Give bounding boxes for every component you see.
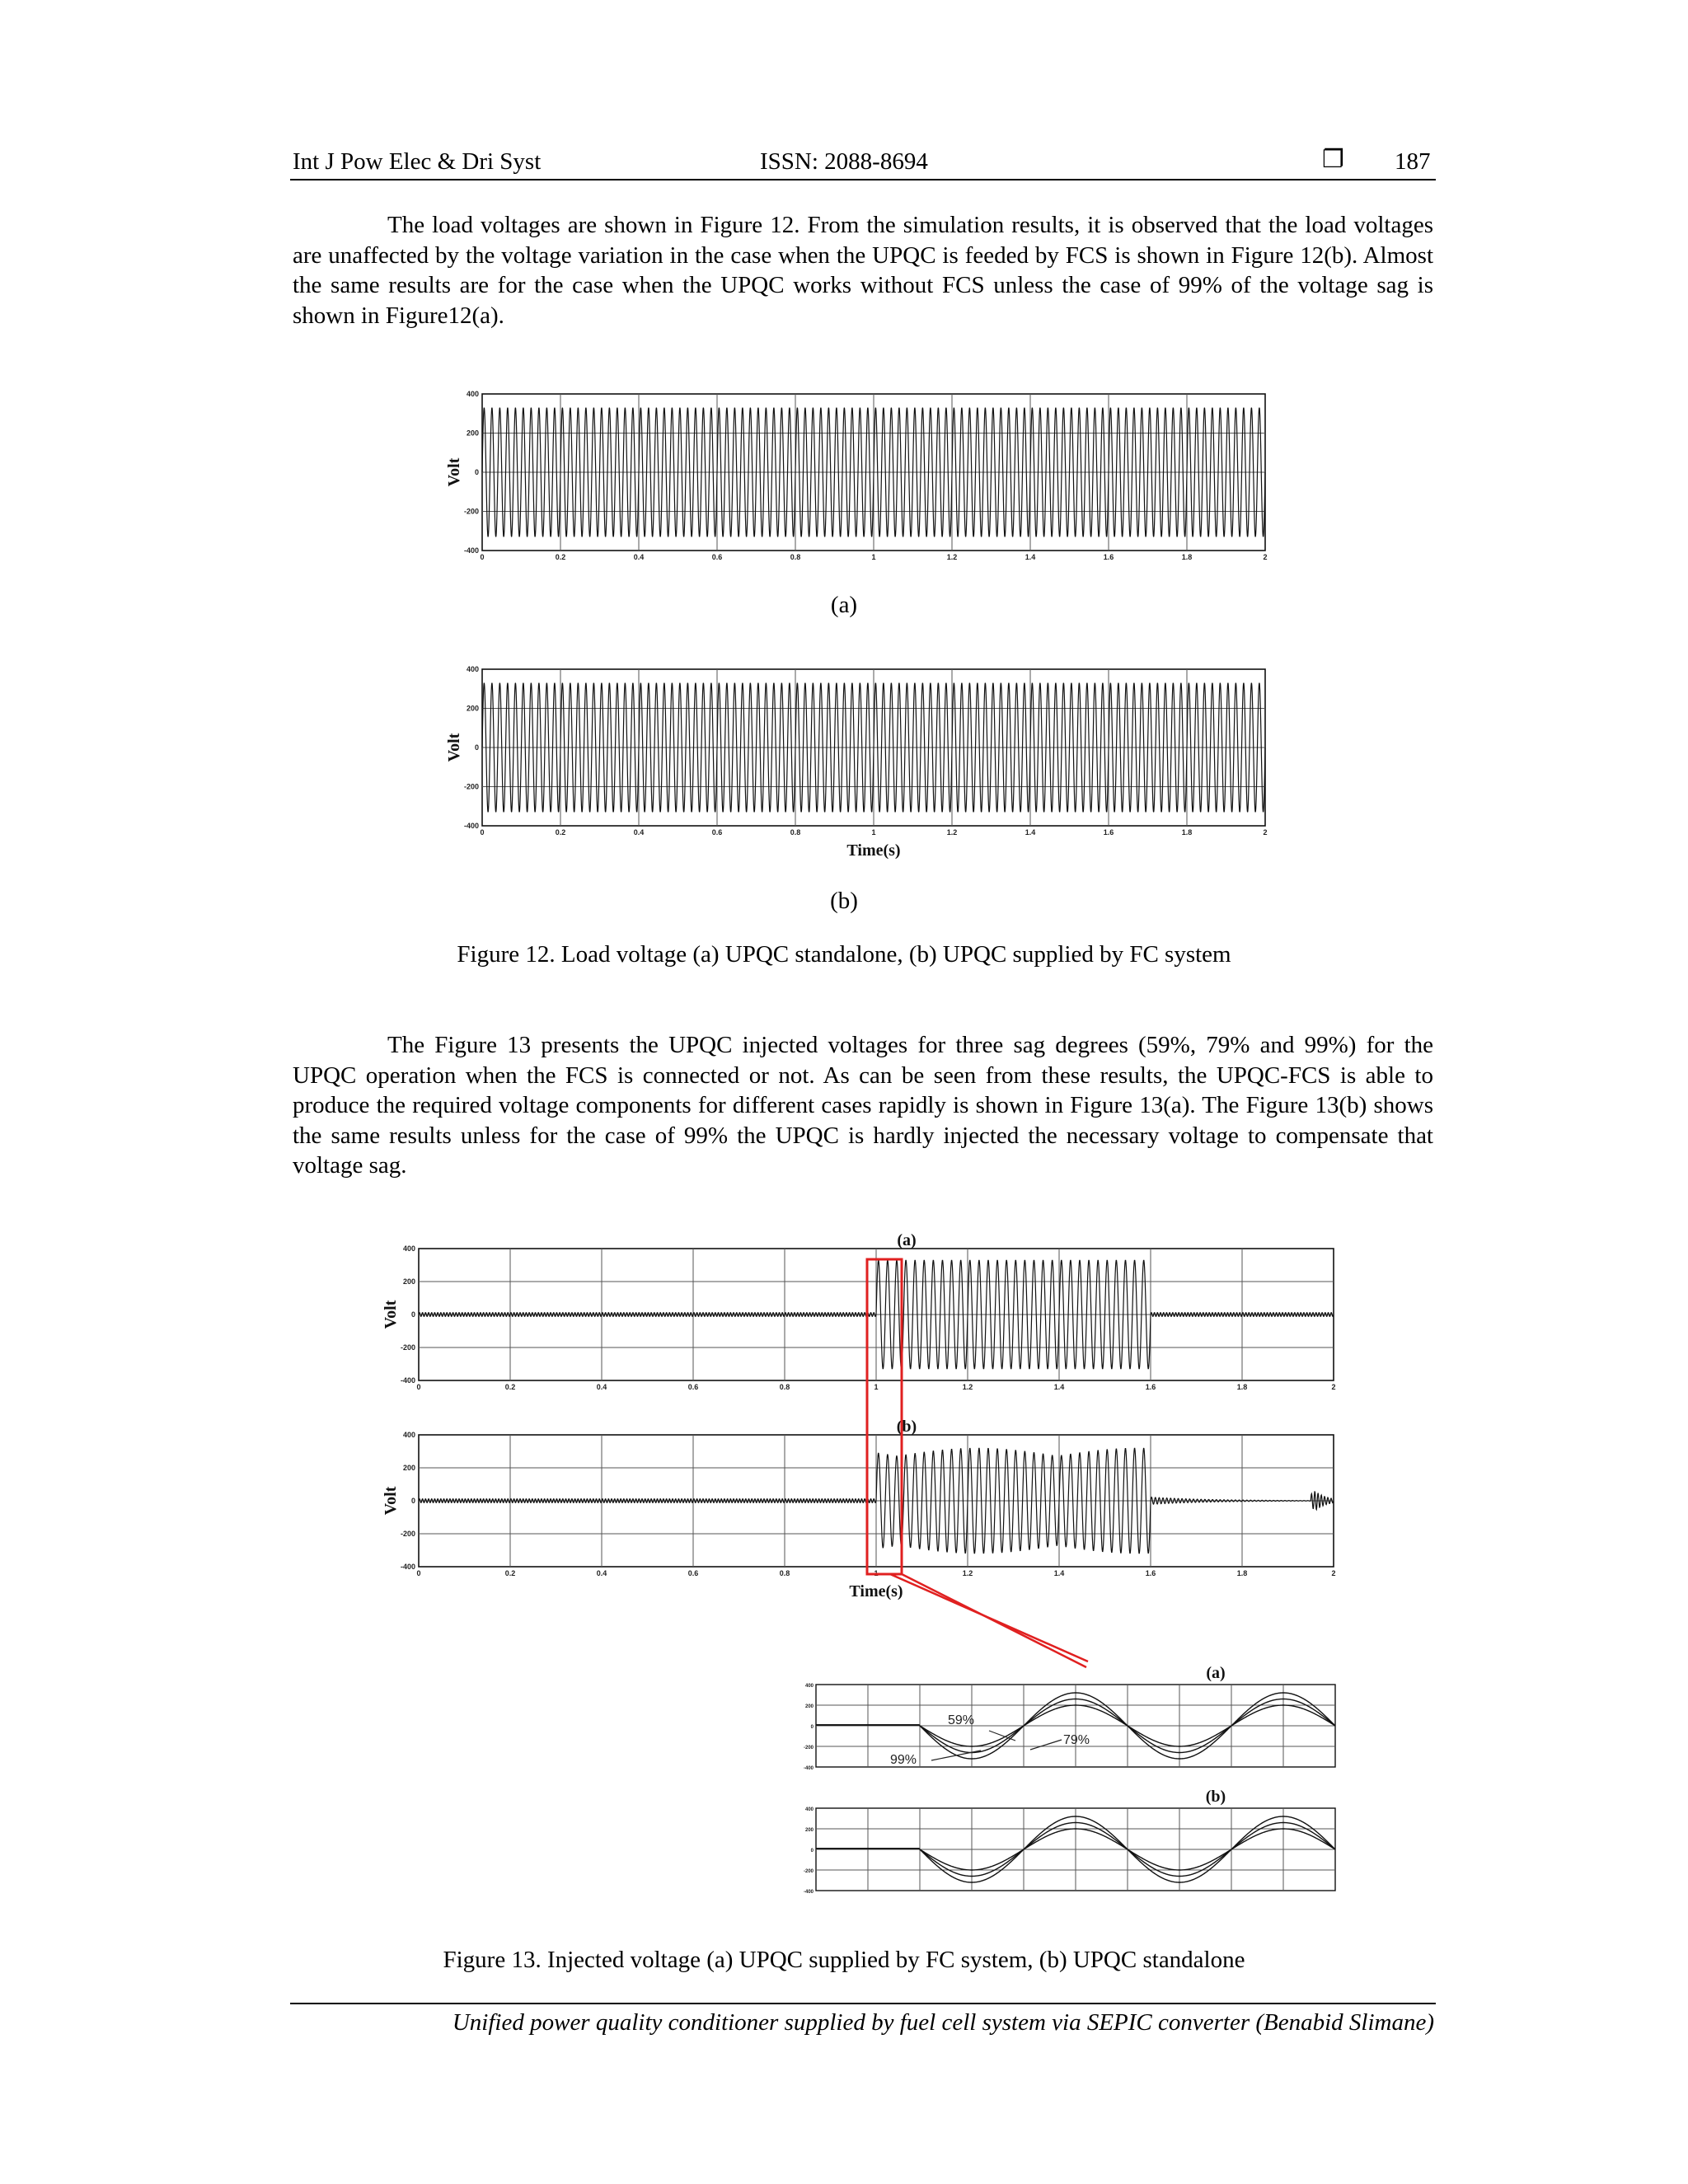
figure-12a-label: (a) bbox=[830, 592, 858, 618]
x-tick-label: 0.2 bbox=[504, 1569, 516, 1577]
figure-12a bbox=[437, 382, 1278, 572]
x-tick-label: 1.6 bbox=[1145, 1569, 1156, 1577]
y-tick-label: -400 bbox=[400, 1376, 415, 1385]
sag-label: 99% bbox=[890, 1753, 917, 1767]
y-tick-label: 200 bbox=[402, 1464, 415, 1472]
y-tick-label: -400 bbox=[803, 1890, 814, 1895]
y-tick-label: 400 bbox=[466, 665, 479, 673]
x-tick-label: 1.4 bbox=[1025, 828, 1036, 837]
issn: ISSN: 2088-8694 bbox=[760, 148, 928, 175]
x-tick-label: 2 bbox=[1263, 553, 1268, 561]
y-tick-label: -400 bbox=[463, 546, 479, 555]
x-tick-label: 0.6 bbox=[687, 1383, 699, 1391]
x-tick-label: 1 bbox=[871, 553, 876, 561]
x-tick-label: 0 bbox=[480, 828, 485, 837]
footer-rule bbox=[290, 2003, 1436, 2004]
paragraph-1: The load voltages are shown in Figure 12. From the simulation results, it is observed that the load voltages are unaffected by the voltage variation in the case when the UPQC is feeded by FCS is shown in Figure 12(b). Almost the same results are for the case when the UPQC works without FCS unless the case of 99% of the voltage sag is shown in Figure12(a). bbox=[293, 212, 1433, 329]
x-tick-label: 2 bbox=[1331, 1383, 1336, 1391]
x-tick-label: 0.2 bbox=[504, 1383, 516, 1391]
figure-13 bbox=[371, 1226, 1393, 1919]
x-tick-label: 0.4 bbox=[596, 1569, 607, 1577]
y-tick-label: -400 bbox=[803, 1766, 814, 1771]
fig13-0-axes bbox=[382, 1244, 1336, 1391]
y-tick-label: 400 bbox=[466, 390, 479, 398]
x-tick-label: 0.6 bbox=[711, 553, 723, 561]
x-tick-label: 0.4 bbox=[633, 553, 645, 561]
y-tick-label: -200 bbox=[463, 782, 479, 791]
x-tick-label: 1 bbox=[871, 828, 876, 837]
x-tick-label: 0.4 bbox=[596, 1383, 607, 1391]
y-axis-label: Volt bbox=[382, 1486, 400, 1516]
paragraph-2: The Figure 13 presents the UPQC injected voltages for three sag degrees (59%, 79% and 99%) for the UPQC operation when the FCS is connected or not. As can be seen from these results, the UPQC-FCS is able to produce the required voltage components for different cases rapidly is shown in Figure 13(a). The Figure 13(b) shows the same results unless for the case of 99% the UPQC is hardly injected the necessary voltage to compensate that voltage sag. bbox=[293, 1032, 1433, 1179]
y-tick-label: 200 bbox=[466, 704, 479, 713]
x-tick-label: 1.2 bbox=[946, 553, 958, 561]
x-tick-label: 1.6 bbox=[1145, 1383, 1156, 1391]
x-tick-label: 0.6 bbox=[711, 828, 723, 837]
x-tick-label: 0.2 bbox=[555, 553, 566, 561]
y-tick-label: -200 bbox=[803, 1869, 814, 1874]
y-tick-label: -200 bbox=[400, 1530, 415, 1538]
x-tick-label: 0.2 bbox=[555, 828, 566, 837]
x-axis-label: Time(s) bbox=[846, 841, 901, 860]
y-tick-label: 200 bbox=[466, 429, 479, 438]
y-axis-label: Volt bbox=[445, 457, 463, 487]
x-tick-label: 1.4 bbox=[1053, 1569, 1065, 1577]
zoom-connector-line bbox=[902, 1574, 1086, 1667]
y-tick-label: 200 bbox=[402, 1277, 415, 1286]
journal-name: Int J Pow Elec & Dri Syst bbox=[293, 148, 542, 175]
sag-label: 59% bbox=[948, 1713, 975, 1727]
y-axis-label: Volt bbox=[382, 1300, 400, 1329]
zoom-panel-0 bbox=[804, 1684, 1335, 1771]
header-rule bbox=[290, 179, 1436, 180]
x-tick-label: 0.8 bbox=[779, 1383, 790, 1391]
x-tick-label: 1.8 bbox=[1236, 1383, 1248, 1391]
y-axis-label: Volt bbox=[445, 733, 463, 762]
x-tick-label: 0.4 bbox=[633, 828, 645, 837]
x-tick-label: 0.8 bbox=[790, 828, 801, 837]
y-tick-label: 0 bbox=[410, 1497, 415, 1505]
x-tick-label: 1.6 bbox=[1103, 553, 1114, 561]
x-tick-label: 0 bbox=[480, 553, 485, 561]
running-footer: Unified power quality conditioner supplied by fuel cell system via SEPIC converter (Benabid Slimane) bbox=[452, 2009, 1434, 2036]
sag-label: 79% bbox=[1063, 1733, 1090, 1747]
y-tick-label: 400 bbox=[804, 1807, 814, 1812]
panel-label: (a) bbox=[897, 1231, 917, 1249]
sag-label-arrow bbox=[1030, 1740, 1062, 1750]
y-tick-label: 0 bbox=[474, 743, 479, 752]
y-tick-label: 400 bbox=[804, 1684, 814, 1689]
x-tick-label: 2 bbox=[1263, 828, 1268, 837]
figure-13-caption: Figure 13. Injected voltage (a) UPQC supplied by FC system, (b) UPQC standalone bbox=[443, 1947, 1245, 1973]
x-tick-label: 1 bbox=[874, 1569, 879, 1577]
x-tick-label: 1.4 bbox=[1053, 1383, 1065, 1391]
x-tick-label: 2 bbox=[1331, 1569, 1336, 1577]
y-tick-label: 0 bbox=[410, 1310, 415, 1319]
y-tick-label: -200 bbox=[400, 1343, 415, 1352]
x-tick-label: 0 bbox=[416, 1383, 421, 1391]
panel-label: (b) bbox=[896, 1418, 917, 1436]
box-icon: ❐ bbox=[1322, 145, 1344, 174]
x-tick-label: 1.2 bbox=[946, 828, 958, 837]
zoom-panel-1 bbox=[804, 1807, 1335, 1895]
y-tick-label: 400 bbox=[402, 1244, 415, 1253]
x-tick-label: 1.2 bbox=[962, 1569, 973, 1577]
x-tick-label: 1.6 bbox=[1103, 828, 1114, 837]
x-tick-label: 1.2 bbox=[962, 1383, 973, 1391]
x-tick-label: 1.8 bbox=[1236, 1569, 1248, 1577]
figure-12b bbox=[437, 658, 1278, 864]
y-tick-label: 0 bbox=[474, 468, 479, 476]
x-tick-label: 0.8 bbox=[779, 1569, 790, 1577]
y-tick-label: 200 bbox=[804, 1704, 814, 1709]
x-tick-label: 1.8 bbox=[1181, 828, 1193, 837]
x-tick-label: 1 bbox=[874, 1383, 879, 1391]
y-tick-label: 200 bbox=[804, 1828, 814, 1833]
fig13-1-axes bbox=[382, 1431, 1336, 1601]
figure-12a-plot bbox=[437, 382, 1278, 572]
x-tick-label: 0 bbox=[416, 1569, 421, 1577]
y-tick-label: -400 bbox=[400, 1563, 415, 1571]
x-tick-label: 0.6 bbox=[687, 1569, 699, 1577]
y-tick-label: 0 bbox=[810, 1725, 814, 1730]
zoom-panel-label: (a) bbox=[1206, 1664, 1226, 1682]
x-axis-label: Time(s) bbox=[849, 1582, 903, 1601]
figure-12b-label: (b) bbox=[830, 888, 858, 914]
x-tick-label: 1.8 bbox=[1181, 553, 1193, 561]
y-tick-label: -200 bbox=[463, 507, 479, 516]
x-tick-label: 0.8 bbox=[790, 553, 801, 561]
x-tick-label: 1.4 bbox=[1025, 553, 1036, 561]
zoom-panel-label: (b) bbox=[1205, 1788, 1226, 1806]
figure-12b-plot bbox=[437, 658, 1278, 864]
y-tick-label: -400 bbox=[463, 822, 479, 830]
figure-13-plot bbox=[371, 1226, 1393, 1919]
y-tick-label: 0 bbox=[810, 1849, 814, 1854]
y-tick-label: 400 bbox=[402, 1431, 415, 1439]
figure-12-caption: Figure 12. Load voltage (a) UPQC standalone, (b) UPQC supplied by FC system bbox=[457, 941, 1231, 968]
y-tick-label: -200 bbox=[803, 1746, 814, 1750]
page-number: 187 bbox=[1395, 148, 1431, 175]
